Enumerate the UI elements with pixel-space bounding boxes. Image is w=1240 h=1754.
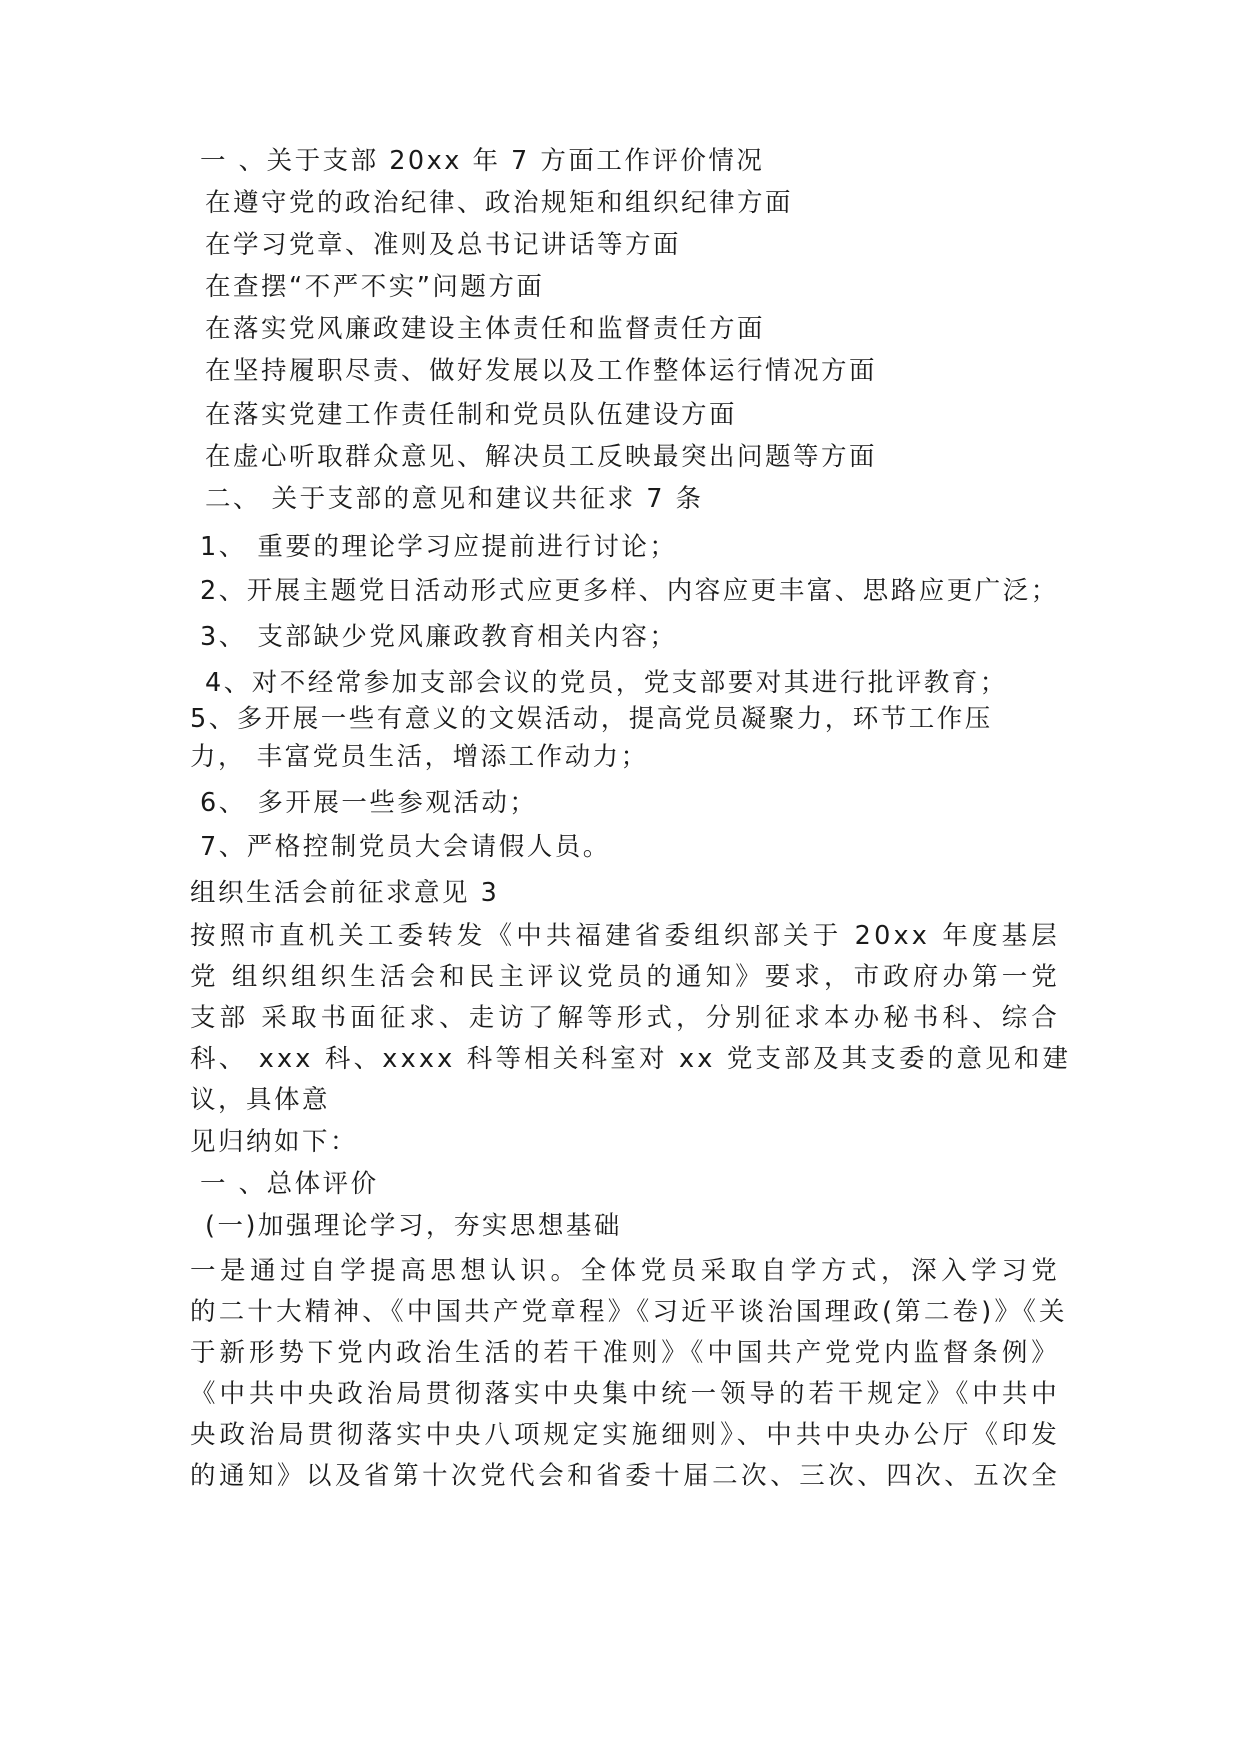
suggestion-item: 2、开展主题党日活动形式应更多样、内容应更丰富、思路应更广泛； xyxy=(200,576,1059,606)
intro-line: 科、 xxx 科、xxxx 科等相关科室对 xx 党支部及其支委的意见和建 xyxy=(190,1044,1072,1074)
intro-paragraph xyxy=(190,916,1072,1080)
body-line: 于新形势下党内政治生活的若干准则》《中国共产党党内监督条例》 xyxy=(190,1338,1060,1368)
intro-tail: 议，具体意 xyxy=(190,1085,331,1115)
suggestion-item: 7、严格控制党员大会请假人员。 xyxy=(200,832,611,862)
section1-heading: 一 、关于支部 20xx 年 7 方面工作评价情况 xyxy=(200,146,765,176)
suggestion-item: 5、多开展一些有意义的文娱活动，提高党员凝聚力，环节工作压 xyxy=(190,704,993,734)
subsection-heading: (一)加强理论学习，夯实思想基础 xyxy=(205,1211,622,1241)
section1-item: 在落实党建工作责任制和党员队伍建设方面 xyxy=(205,400,738,430)
section2-heading: 二、 关于支部的意见和建议共征求 7 条 xyxy=(205,484,704,514)
body-line: 的二十大精神、《中国共产党章程》《习近平谈治国理政(第二卷)》《关 xyxy=(190,1297,1068,1327)
section1-item: 在落实党风廉政建设主体责任和监督责任方面 xyxy=(205,314,766,344)
body-paragraph xyxy=(190,1251,1068,1497)
body-line: 一是通过自学提高思想认识。全体党员采取自学方式，深入学习党 xyxy=(190,1256,1060,1286)
intro-line: 党 组织组织生活会和民主评议党员的通知》要求，市政府办第一党 xyxy=(190,962,1060,992)
section1-item: 在学习党章、准则及总书记讲话等方面 xyxy=(205,230,682,260)
body-line: 央政治局贯彻落实中央八项规定实施细则》、中共中央办公厅《印发 xyxy=(190,1420,1060,1450)
section1-item: 在坚持履职尽责、做好发展以及工作整体运行情况方面 xyxy=(205,356,878,386)
overall-heading: 一 、总体评价 xyxy=(200,1169,379,1199)
suggestion-item-continued: 力， 丰富党员生活，增添工作动力； xyxy=(190,742,649,772)
suggestion-item: 1、 重要的理论学习应提前进行讨论； xyxy=(200,532,678,562)
section1-item: 在查摆“不严不实”问题方面 xyxy=(205,272,545,302)
intro-line: 按照市直机关工委转发《中共福建省委组织部关于 20xx 年度基层 xyxy=(190,921,1060,951)
suggestion-item: 6、 多开展一些参观活动； xyxy=(200,788,538,818)
intro-tail: 见归纳如下： xyxy=(190,1127,359,1157)
section1-item: 在虚心听取群众意见、解决员工反映最突出问题等方面 xyxy=(205,442,878,472)
suggestion-item: 4、对不经常参加支部会议的党员，党支部要对其进行批评教育； xyxy=(205,668,1008,698)
body-line: 《中共中央政治局贯彻落实中央集中统一领导的若干规定》《中共中 xyxy=(190,1379,1060,1409)
suggestion-item: 3、 支部缺少党风廉政教育相关内容； xyxy=(200,622,678,652)
section1-item: 在遵守党的政治纪律、政治规矩和组织纪律方面 xyxy=(205,188,794,218)
body-line: 的通知》以及省第十次党代会和省委十届二次、三次、四次、五次全 xyxy=(190,1461,1060,1491)
section-title: 组织生活会前征求意见 3 xyxy=(190,878,500,908)
intro-line: 支部 采取书面征求、走访了解等形式，分别征求本办秘书科、综合 xyxy=(190,1003,1060,1033)
